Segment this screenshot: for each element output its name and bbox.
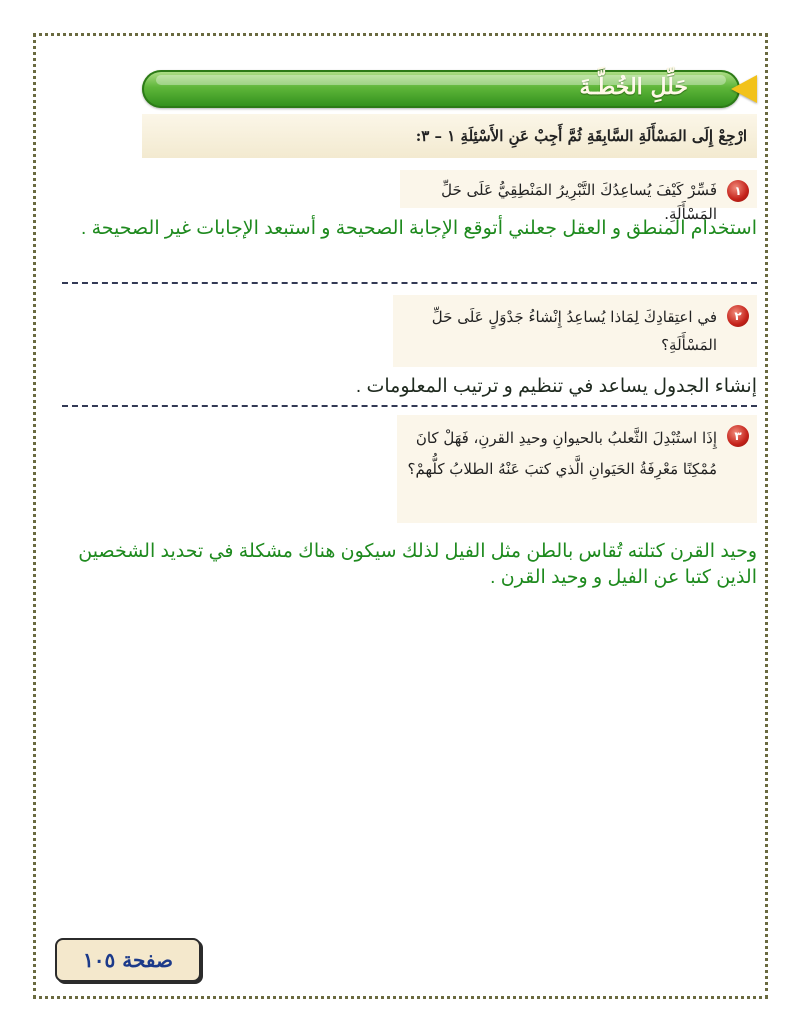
question-number-badge: ١: [727, 180, 749, 202]
question-text: إِذَا استُبْدِلَ الثَّعلبُ بالحيوانِ وحيدِ القرنِ، فَهَلْ كانَ مُمْكِنًا مَعْرِفَةُ الحَيَوانِ الَّذي كتبَ عَنْهُ الطلابُ كلُّهمْ؟: [407, 429, 717, 478]
question-text: في اعتِقادِكَ لِمَاذا يُساعِدُ إِنْشاءُ جَدْوَلٍ عَلَى حَلِّ المَسْأَلَةِ؟: [431, 308, 717, 354]
divider: [62, 282, 757, 284]
banner-bar: [142, 70, 740, 108]
question-2: [393, 295, 757, 367]
question-number-badge: ٢: [727, 305, 749, 327]
question-number-badge: ٣: [727, 425, 749, 447]
instruction-text: ارْجِعْ إِلَى المَسْأَلَةِ السَّابِقَةِ ثُمَّ أَجِبْ عَنِ الأَسْئِلَةِ ١ – ٣:: [142, 114, 757, 158]
answer-2: إنشاء الجدول يساعد في تنظيم و ترتيب المعلومات .: [355, 376, 757, 397]
answer-1: استخدام المنطق و العقل جعلني أتوقع الإجابة الصحيحة و أستبعد الإجابات غير الصحيحة .: [81, 218, 757, 239]
question-1: [400, 170, 757, 223]
page-number-badge: صفحة ١٠٥: [55, 938, 201, 982]
question-3: [397, 415, 757, 523]
section-banner: [142, 70, 757, 108]
banner-title: حَلِّلِ الخُطَّـةَ: [579, 74, 688, 100]
arrow-icon: [731, 75, 757, 103]
divider: [62, 405, 757, 407]
answer-3: وحيد القرن كتلته تُقاس بالطن مثل الفيل لذلك سيكون هناك مشكلة في تحديد الشخصين الذين كتبا عن الفيل و وحيد القرن .: [78, 541, 757, 588]
question-text: فَسِّرْ كَيْفَ يُساعِدُكَ التَّبْرِيرُ المَنْطِقِيُّ عَلَى حَلِّ المَسْأَلَةِ.: [441, 181, 717, 223]
